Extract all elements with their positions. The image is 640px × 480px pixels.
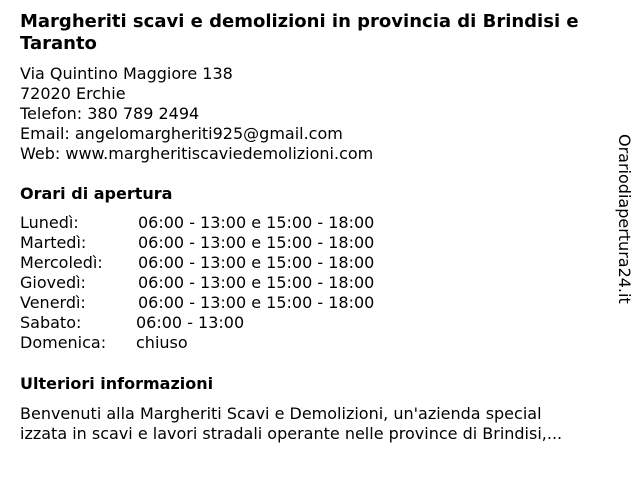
day-label: Lunedì: [20, 213, 79, 232]
further-info-line-2: izzata in scavi e lavori stradali operante nelle province di Brindisi,... [20, 424, 563, 443]
day-hours: 06:00 - 13:00 e 15:00 - 18:00 [138, 273, 375, 292]
day-hours: 06:00 - 13:00 [136, 313, 245, 332]
day-label: Martedì: [20, 233, 87, 252]
phone-number: Telefon: 380 789 2494 [20, 104, 200, 123]
day-hours: 06:00 - 13:00 e 15:00 - 18:00 [138, 293, 375, 312]
day-label: Venerdì: [20, 293, 86, 312]
site-watermark-text: Orariodiapertura24.it [615, 134, 634, 304]
address-city: 72020 Erchie [20, 84, 126, 103]
further-info-text [20, 404, 580, 444]
website-address: Web: www.margheritiscaviedemolizioni.com [20, 144, 374, 163]
day-label: Sabato: [20, 313, 82, 332]
business-title: Margheriti scavi e demolizioni in provincia di Brindisi e Taranto [20, 11, 579, 54]
site-watermark [612, 134, 636, 314]
email-address: Email: angelomargheriti925@gmail.com [20, 124, 343, 143]
day-label: Giovedì: [20, 273, 86, 292]
contact-details [20, 64, 580, 164]
address-street: Via Quintino Maggiore 138 [20, 64, 233, 83]
day-hours: 06:00 - 13:00 e 15:00 - 18:00 [138, 233, 375, 252]
day-hours: 06:00 - 13:00 e 15:00 - 18:00 [138, 253, 375, 272]
opening-hours-heading: Orari di apertura [20, 184, 173, 203]
day-hours: 06:00 - 13:00 e 15:00 - 18:00 [138, 213, 375, 232]
day-label: Mercoledì: [20, 253, 103, 272]
day-label: Domenica: [20, 333, 107, 352]
further-info-heading: Ulteriori informazioni [20, 374, 214, 393]
day-hours: chiuso [136, 333, 188, 352]
further-info-line-1: Benvenuti alla Margheriti Scavi e Demolizioni, un'azienda special [20, 404, 542, 423]
